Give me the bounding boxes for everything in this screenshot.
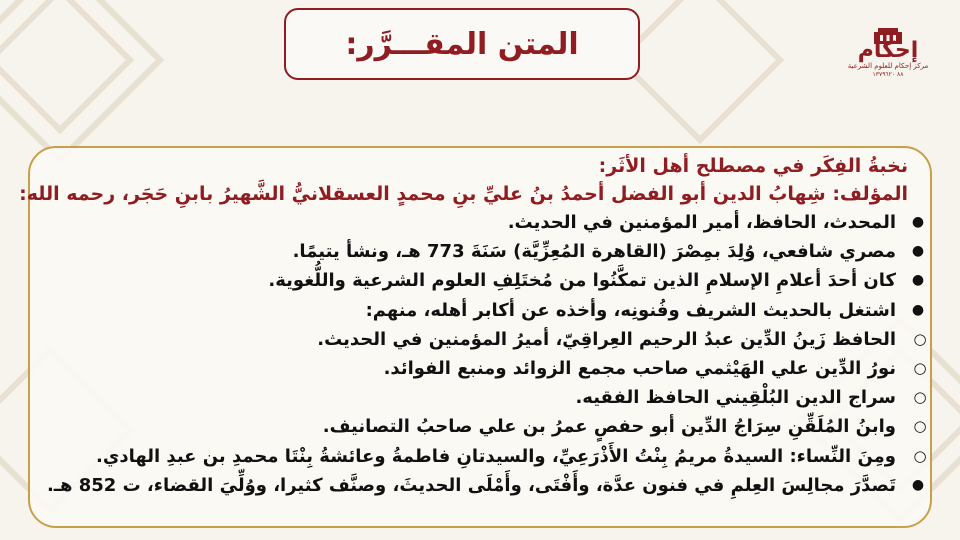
list-item [52,208,925,237]
list-item-text: اشتغل بالحديث الشريف وفُنونِه، وأخذه عن أكابر أهله، منهم: [365,299,896,321]
list-item [52,354,927,383]
list-item-text: ومِنَ النِّساء: السيدةُ مريمُ بِنْتُ الأَذْرَعِيِّ، والسيدتانِ فاطمةُ وعائشةُ بِنْتَا محمدِ بن عبدِ الهادي. [96,445,896,467]
slide-title-box [284,8,640,80]
list-item-text: مصري شافعي، وُلِدَ بمِصْرَ (القاهرة المُعِزِّيَّة) سَنَةَ 773 هـ، ونشأ يتيمًا. [292,241,896,263]
list-item [52,383,927,412]
bullet-icon: ● [911,301,925,318]
list-item [52,442,927,471]
bullet-icon: ● [911,243,925,260]
list-item [52,325,927,354]
content-panel [19,146,932,528]
logo-phone: ٨٨ ١٣٧٩٦٢٠ [872,71,904,78]
list-item-text: المحدث، الحافظ، أمير المؤمنين في الحديث. [507,212,896,233]
circle-bullet-icon: ○ [913,417,927,436]
list-item [52,412,927,441]
bullet-icon: ● [911,214,925,230]
list-item [46,471,925,500]
bullet-icon: ● [911,476,925,493]
circle-bullet-icon: ○ [913,329,927,348]
bio-list [46,208,927,500]
list-item [52,296,925,325]
circle-bullet-icon: ○ [913,446,927,465]
circle-bullet-icon: ○ [913,359,927,378]
author-line: المؤلف: شِهابُ الدين أبو الفضل أحمدُ بنُ عليِّ بنِ محمدٍ العسقلانيُّ الشَّهيرُ بابنِ حَجَر، رحمه الله: [19,183,908,205]
bullet-icon: ● [911,272,925,289]
list-item-text: الحافظ زَينُ الدِّين عبدُ الرحيم العِراقِيّ، أميرُ المؤمنين في الحديث. [317,328,896,350]
list-item [52,266,925,295]
logo-subtitle: مركز إحكام للعلوم الشرعية [847,62,929,70]
logo-name: إحكام [857,38,919,63]
list-item-text: تَصدَّرَ مجالِسَ العِلمِ في فنون عدَّة، وأَفْتَى، وأَمْلَى الحديثَ، وصنَّف كثيرا، ووُلِّيَ القضاء، ت 852 هـ. [46,474,896,496]
circle-bullet-icon: ○ [913,388,927,407]
list-item [52,237,925,266]
list-item-text: كان أحدَ أعلامِ الإسلامِ الذين تمكَّنُوا من مُختَلِفِ العلوم الشرعية واللُّغوية. [268,270,896,292]
list-item-text: نورُ الدِّين علي الهَيْثمي صاحب مجمع الزوائد ومنبع الفوائد. [383,358,896,380]
list-item-text: سراج الدين البُلْقِيني الحافظ الفقيه. [575,387,896,409]
book-heading: نخبةُ الفِكَر في مصطلح أهل الأثَر: [598,155,908,177]
list-item-text: وابنُ المُلَقِّنِ سِرَاجُ الدِّين أبو حفصٍ عمرُ بن علي صاحبُ التصانيف. [322,416,896,438]
slide-title: المتن المقـــرَّر: [345,26,579,62]
center-logo [846,26,930,94]
